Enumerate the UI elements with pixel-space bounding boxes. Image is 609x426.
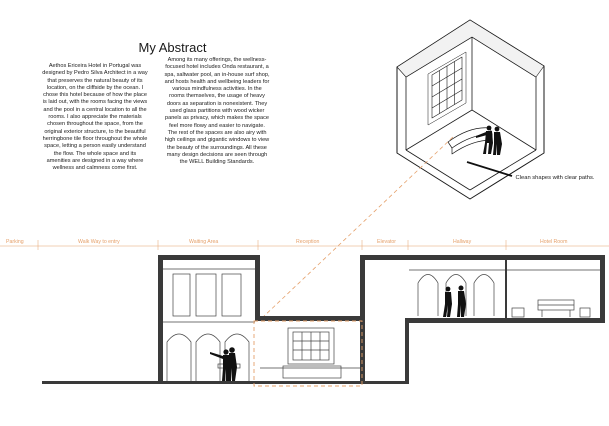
iso-window	[428, 52, 466, 125]
zone-label-elevator: Elevator	[377, 239, 397, 245]
zone-label-walkway: Walk Way to entry	[78, 239, 120, 245]
zone-label-hotel-room: Hotel Room	[540, 239, 568, 245]
hallway-people-icon	[443, 286, 466, 318]
page-title: My Abstract	[138, 40, 207, 55]
connector-dashed-line	[262, 135, 455, 318]
abstract-paragraph-right: Among its many offerings, the wellness-focused hotel includes Onda restaurant, a spa, saltwater pool, an in-house surf shop, and hosts health and wellbeing leaders for various mindfulness activities. In the rooms themselves, the usage of heavy doors as separation is nonexistent. They used glass partitions with wood wicker panels as privacy, which makes the space feel more flowy and easier to navigate. The rest of the spaces are also airy with high ceilings and gigantic windows to view the beauty of the surroundings. All these many design decisions are seen through the WELL Building Standards.	[164, 57, 270, 166]
hallway-interior	[409, 270, 505, 316]
abstract-paragraph-left: Aethos Ericeira Hotel in Portugal was designed by Pedro Silva Architect in a way that preserves the natural beauty of its location, on the cliffside by the ocean. I chose this hotel because of how the place is laid out, with the rooms facing the views and the pool in a central location to all the rooms. I also appreciate the materials chosen throughout the space, from the original exterior structure, to the beautiful herringbone tile floor throughout the whole space, letting a person easily understand the flow. The whole space and its amenities are designed in a way where wellness and calmness come first.	[42, 63, 148, 172]
hotel-room-interior	[507, 270, 600, 317]
zone-ticks	[38, 240, 506, 250]
iso-room-outline	[397, 20, 544, 199]
isometric-room-view	[397, 20, 544, 199]
iso-floor-left	[406, 110, 472, 150]
zone-label-waiting: Waiting Area	[189, 239, 219, 245]
waiting-people-icon	[210, 347, 237, 381]
reception-highlight	[254, 321, 362, 386]
clean-shapes-annotation: Clean shapes with clear paths.	[515, 175, 595, 181]
zone-label-hallway: Hallway	[453, 239, 472, 245]
ground-line	[42, 381, 408, 384]
waiting-area-interior	[163, 269, 255, 381]
reception-interior	[260, 328, 360, 378]
zone-label-reception: Reception	[296, 239, 320, 245]
zone-label-parking: Parking	[6, 239, 24, 245]
